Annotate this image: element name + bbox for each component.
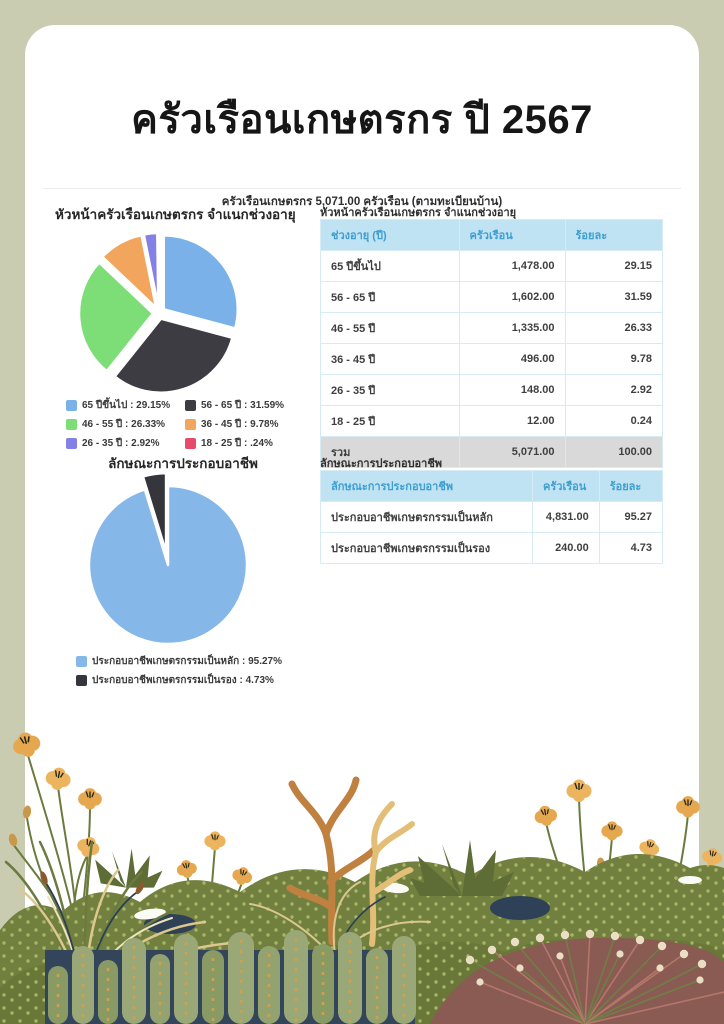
legend-label: ประกอบอาชีพเกษตรกรรมเป็นหลัก : 95.27% [92, 656, 282, 667]
cell-households: 12.00 [459, 406, 565, 437]
occupation-table-caption: ลักษณะการประกอบอาชีพ [320, 458, 443, 470]
table-row [321, 313, 663, 344]
cell-households: 1,602.00 [459, 282, 565, 313]
table-row [321, 406, 663, 437]
legend-item [76, 654, 282, 669]
age-pie-legend [66, 398, 284, 451]
legend-swatch-icon [185, 400, 196, 411]
cell-percent: 95.27 [599, 502, 662, 533]
age-pie-chart [65, 229, 255, 399]
table-row [321, 344, 663, 375]
column-header: ช่วงอายุ (ปี) [321, 220, 460, 251]
sage-patch [462, 1002, 578, 1024]
legend-item [76, 673, 282, 688]
legend-item [66, 398, 185, 413]
legend-swatch-icon [76, 656, 87, 667]
cell-total-label: รวม [321, 437, 460, 468]
legend-item [185, 436, 284, 451]
cell-age-range: 36 - 45 ปี [321, 344, 460, 375]
legend-label: ประกอบอาชีพเกษตรกรรมเป็นรอง : 4.73% [92, 675, 274, 686]
legend-swatch-icon [66, 419, 77, 430]
legend-item [66, 417, 185, 432]
legend-label: 26 - 35 ปี : 2.92% [82, 438, 160, 449]
legend-swatch-icon [185, 419, 196, 430]
cell-total-percent: 100.00 [565, 437, 662, 468]
legend-swatch-icon [76, 675, 87, 686]
cell-percent: 31.59 [565, 282, 662, 313]
table-row [321, 375, 663, 406]
legend-item [185, 398, 284, 413]
cell-age-range: 65 ปีขึ้นไป [321, 251, 460, 282]
column-header: ลักษณะการประกอบอาชีพ [321, 471, 533, 502]
cell-age-range: 46 - 55 ปี [321, 313, 460, 344]
page-subtitle: ครัวเรือนเกษตรกร 5,071.00 ครัวเรือน (ตามทะเบียนบ้าน) [221, 196, 503, 208]
occupation-pie-title: ลักษณะการประกอบอาชีพ [108, 456, 258, 471]
column-header: ครัวเรือน [459, 220, 565, 251]
legend-label: 56 - 65 ปี : 31.59% [201, 400, 285, 411]
legend-label: 46 - 55 ปี : 26.33% [82, 419, 166, 430]
age-table-header-row [321, 220, 663, 251]
table-row [321, 502, 663, 533]
legend-label: 65 ปีขึ้นไป : 29.15% [82, 400, 171, 411]
table-row [321, 533, 663, 564]
cell-age-range: 26 - 35 ปี [321, 375, 460, 406]
legend-swatch-icon [185, 438, 196, 449]
cell-age-range: 56 - 65 ปี [321, 282, 460, 313]
column-header: ครัวเรือน [533, 471, 600, 502]
poster-card [25, 25, 699, 983]
age-table [320, 219, 663, 468]
cell-occupation: ประกอบอาชีพเกษตรกรรมเป็นหลัก [321, 502, 533, 533]
cell-households: 4,831.00 [533, 502, 600, 533]
cell-percent: 9.78 [565, 344, 662, 375]
legend-label: 36 - 45 ปี : 9.78% [201, 419, 279, 430]
page-title: ครัวเรือนเกษตรกร ปี 2567 [131, 98, 593, 142]
age-table-caption: หัวหน้าครัวเรือนเกษตรกร จำแนกช่วงอายุ [320, 207, 517, 219]
cell-households: 148.00 [459, 375, 565, 406]
pie-slice [89, 486, 247, 644]
cell-percent: 26.33 [565, 313, 662, 344]
table-row [321, 282, 663, 313]
cell-households: 496.00 [459, 344, 565, 375]
legend-label: 18 - 25 ปี : .24% [201, 438, 273, 449]
occupation-table-header-row [321, 471, 663, 502]
cell-households: 1,478.00 [459, 251, 565, 282]
cell-households: 240.00 [533, 533, 600, 564]
column-header: ร้อยละ [565, 220, 662, 251]
pie-slice [158, 233, 159, 307]
legend-item [185, 417, 284, 432]
age-pie-title: หัวหน้าครัวเรือนเกษตรกร จำแนกช่วงอายุ [55, 207, 296, 222]
occupation-pie-chart [73, 473, 263, 657]
cell-percent: 0.24 [565, 406, 662, 437]
occupation-pie-legend [76, 654, 282, 688]
legend-item [66, 436, 185, 451]
pie-slice [164, 235, 238, 328]
cell-percent: 4.73 [599, 533, 662, 564]
cell-age-range: 18 - 25 ปี [321, 406, 460, 437]
legend-swatch-icon [66, 438, 77, 449]
legend-swatch-icon [66, 400, 77, 411]
cell-households: 1,335.00 [459, 313, 565, 344]
cell-percent: 2.92 [565, 375, 662, 406]
cell-occupation: ประกอบอาชีพเกษตรกรรมเป็นรอง [321, 533, 533, 564]
column-header: ร้อยละ [599, 471, 662, 502]
cell-total-households: 5,071.00 [459, 437, 565, 468]
occupation-table [320, 470, 663, 564]
divider [43, 188, 681, 189]
table-row [321, 251, 663, 282]
cell-percent: 29.15 [565, 251, 662, 282]
